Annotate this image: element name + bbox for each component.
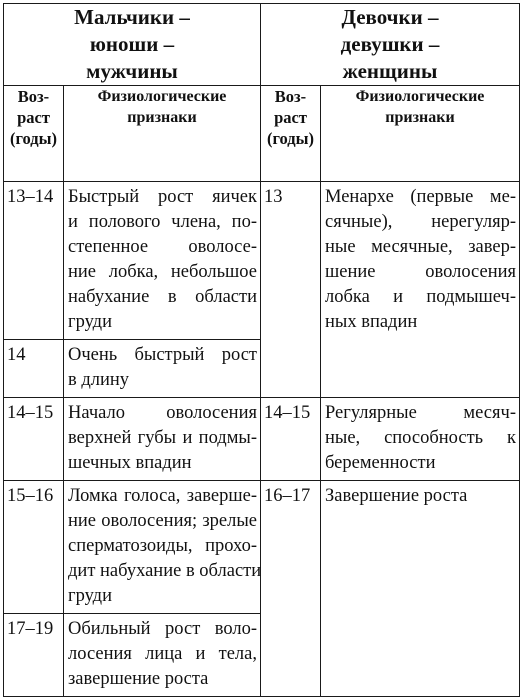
text-line: дит набухание в области xyxy=(68,561,262,581)
girls-signs-header: Физиологические признаки xyxy=(321,86,520,182)
girls-signs-cell xyxy=(321,398,520,481)
text-line: ние лобка, небольшое xyxy=(68,262,257,282)
text-line: сячные), нерегуляр- xyxy=(325,212,516,232)
girls-signs-cell xyxy=(321,481,520,697)
text-line: ные, способность к xyxy=(325,428,516,448)
text-line: Менархе (первые ме- xyxy=(325,187,516,207)
text-line: лобка и подмышеч- xyxy=(325,287,516,307)
girls-signs-cell xyxy=(321,182,520,398)
text-line: Обильный рост воло- xyxy=(68,619,257,639)
text-line: шение оволосения xyxy=(325,262,516,282)
text-line: ных впадин xyxy=(325,312,418,332)
boys-signs-header: Физиологические признаки xyxy=(64,86,261,182)
boys-signs-cell xyxy=(64,182,261,340)
text-line: Регулярные месяч- xyxy=(325,403,516,423)
boys-signs-cell xyxy=(64,614,261,697)
boys-age-cell: 17–19 xyxy=(4,614,64,697)
girls-age-cell: 16–17 xyxy=(261,481,321,697)
boys-age-header: Воз- раст (годы) xyxy=(4,86,64,182)
table-row xyxy=(4,481,520,614)
text-line: верхней губы и подмы- xyxy=(68,428,257,448)
boys-age-cell: 15–16 xyxy=(4,481,64,614)
text-line: степенное оволосе- xyxy=(68,237,257,257)
puberty-table xyxy=(3,3,520,697)
text-line: в длину xyxy=(68,370,130,390)
table-row xyxy=(4,398,520,481)
text-line: Завершение роста xyxy=(325,486,468,506)
text-line: лосения лица и тела, xyxy=(68,644,257,664)
boys-age-cell: 14 xyxy=(4,340,64,398)
text-line: ные месячные, завер- xyxy=(325,237,516,257)
boys-signs-cell xyxy=(64,481,261,614)
boys-signs-cell xyxy=(64,340,261,398)
text-line: груди xyxy=(68,312,112,332)
column-header-row xyxy=(4,86,520,182)
group-header-row xyxy=(4,4,520,86)
girls-age-header: Воз- раст (годы) xyxy=(261,86,321,182)
text-line: Начало оволосения xyxy=(68,403,257,423)
girls-age-cell: 13 xyxy=(261,182,321,398)
girls-group-header: Девочки – девушки – женщины xyxy=(261,4,520,86)
text-line: беременности xyxy=(325,453,436,473)
text-line: Ломка голоса, заверше- xyxy=(68,486,257,506)
text-line: Быстрый рост яичек xyxy=(68,187,257,207)
boys-age-cell: 13–14 xyxy=(4,182,64,340)
text-line: набухание в области xyxy=(68,287,257,307)
text-line: груди xyxy=(68,586,112,606)
text-line: завершение роста xyxy=(68,669,209,689)
boys-group-header: Мальчики – юноши – мужчины xyxy=(4,4,261,86)
text-line: сперматозоиды, прохо- xyxy=(68,536,257,556)
boys-age-cell: 14–15 xyxy=(4,398,64,481)
boys-signs-cell xyxy=(64,398,261,481)
girls-age-cell: 14–15 xyxy=(261,398,321,481)
text-line: и полового члена, по- xyxy=(68,212,257,232)
text-line: ние оволосения; зрелые xyxy=(68,511,257,531)
text-line: шечных впадин xyxy=(68,453,192,473)
table-row xyxy=(4,182,520,340)
text-line: Очень быстрый рост xyxy=(68,345,257,365)
